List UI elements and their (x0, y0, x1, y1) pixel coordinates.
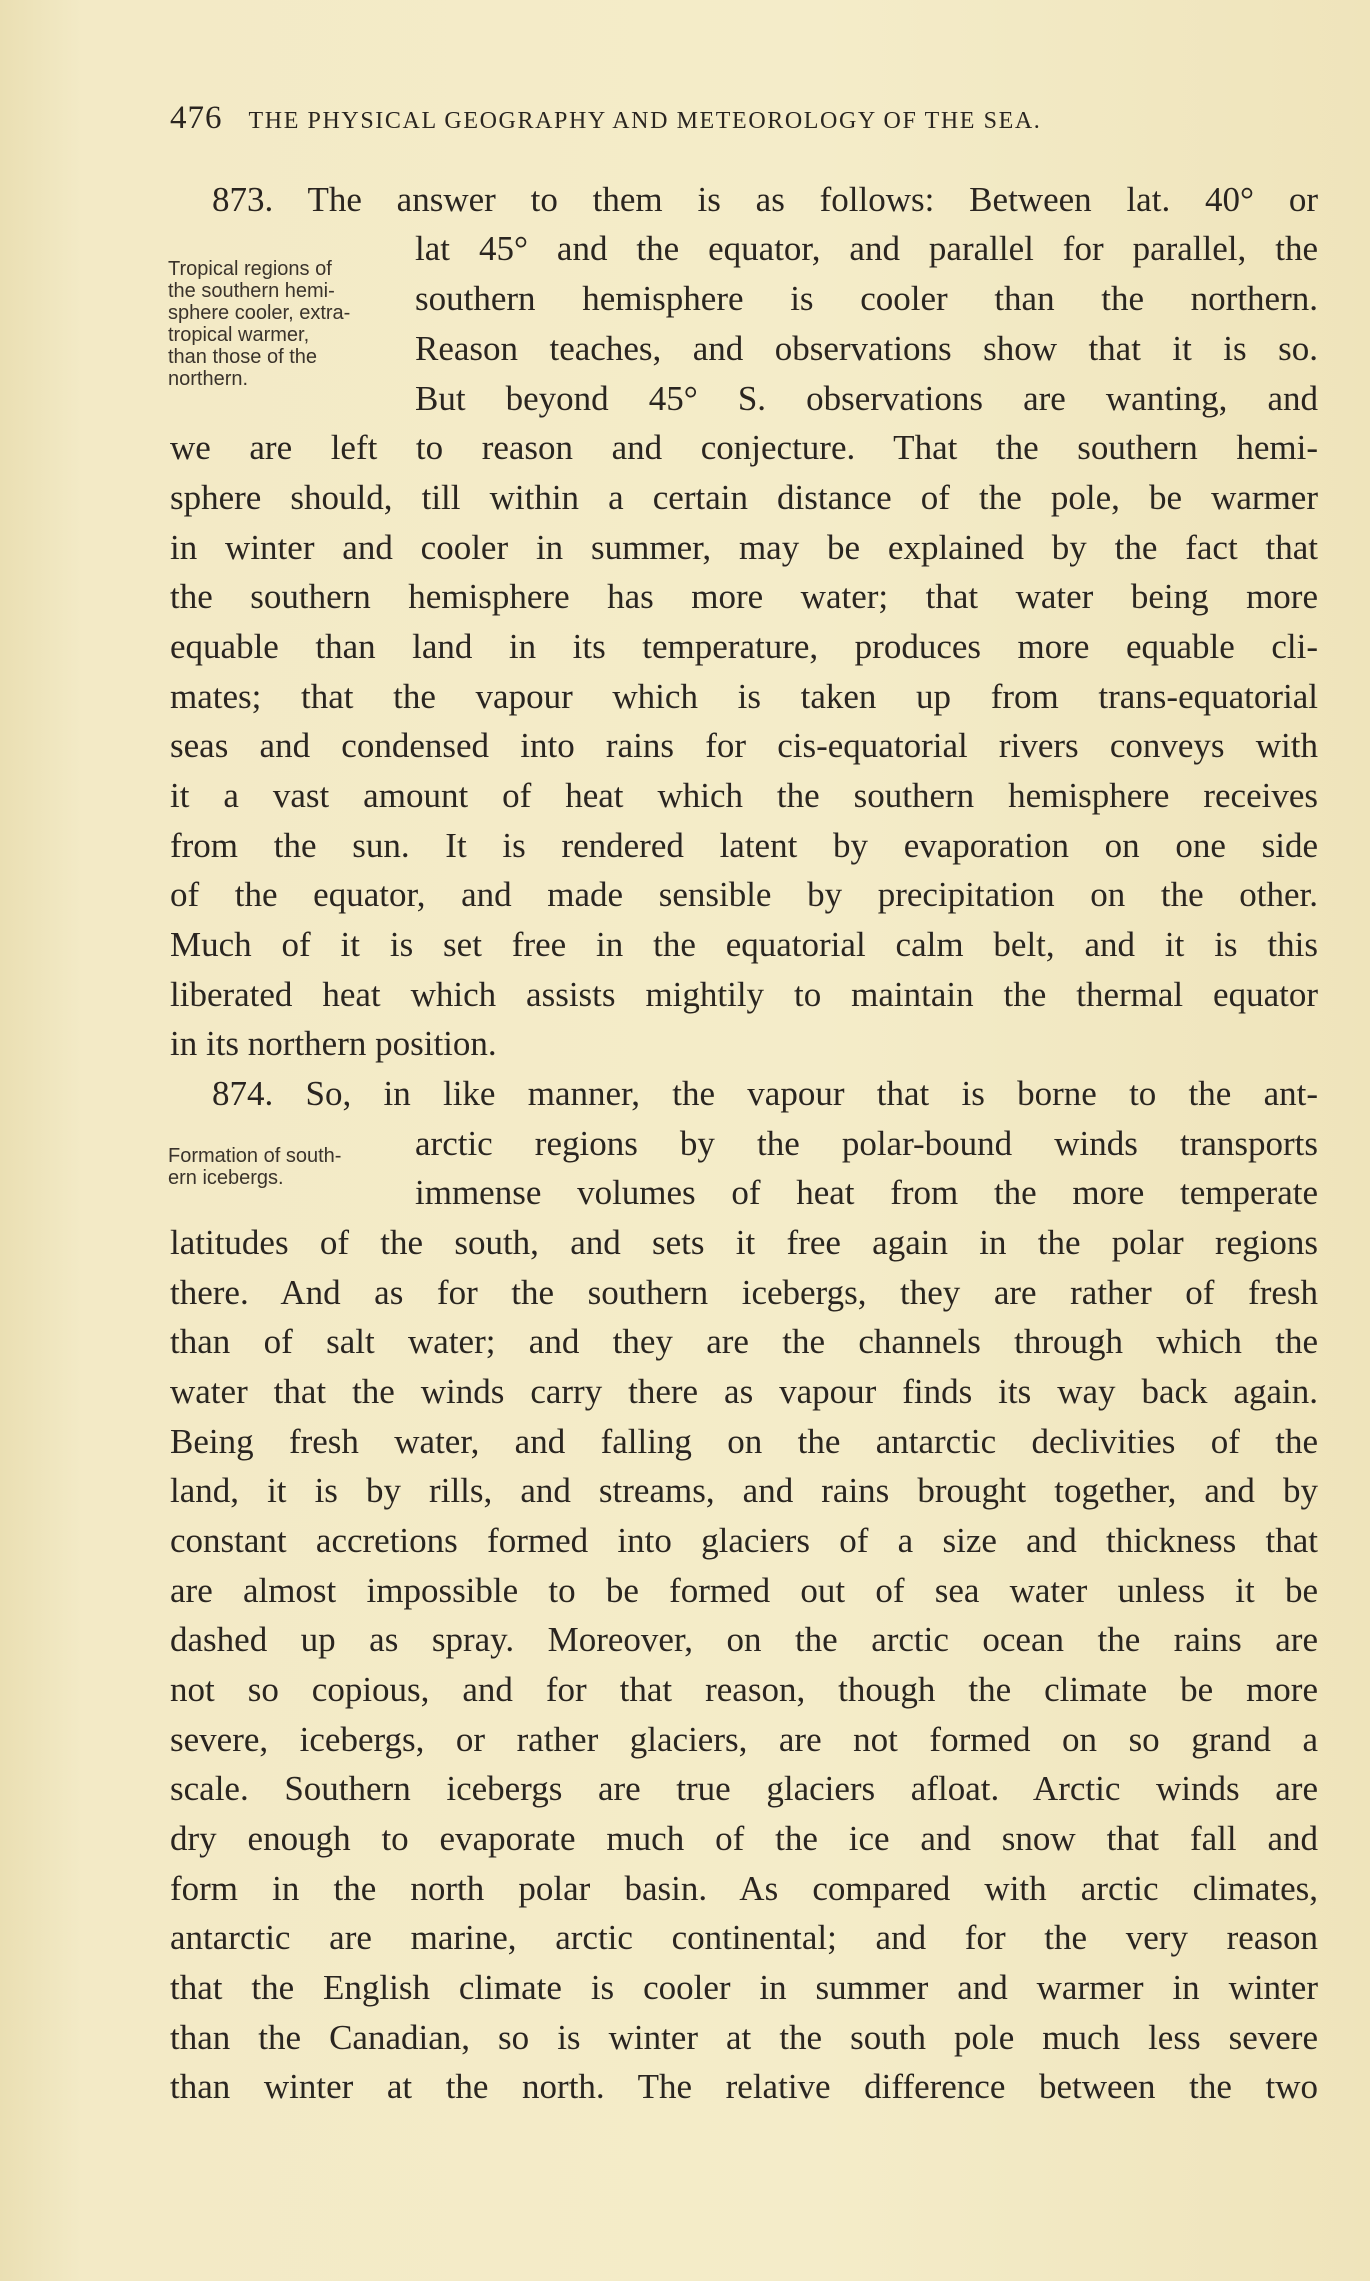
sidenote-line: ern icebergs. (168, 1167, 284, 1189)
body-line: that the English climate is cooler in summer and warmer in winter (170, 1968, 1318, 2007)
sidenote-tropical-regions (168, 258, 408, 390)
body-line: from the sun. It is rendered latent by evaporation on one side (170, 826, 1318, 865)
body-line: southern hemisphere is cooler than the northern. (415, 279, 1318, 318)
paragraph-873-line: 873. The answer to them is as follows: Between lat. 40° or (212, 180, 1318, 219)
body-line: in winter and cooler in summer, may be explained by the fact that (170, 528, 1318, 567)
body-line: than the Canadian, so is winter at the south pole much less severe (170, 2018, 1318, 2057)
body-line: equable than land in its temperature, produces more equable cli- (170, 627, 1318, 666)
body-line: the southern hemisphere has more water; that water being more (170, 577, 1318, 616)
body-line: severe, icebergs, or rather glaciers, are not formed on so grand a (170, 1720, 1318, 1759)
body-line: sphere should, till within a certain distance of the pole, be warmer (170, 478, 1318, 517)
sidenote-line: the southern hemi- (168, 280, 335, 302)
page-header (170, 100, 1320, 144)
body-line: there. And as for the southern icebergs, they are rather of fresh (170, 1273, 1318, 1312)
body-line: Being fresh water, and falling on the antarctic declivities of the (170, 1422, 1318, 1461)
body-line: than of salt water; and they are the channels through which the (170, 1322, 1318, 1361)
sidenote-line: northern. (168, 368, 249, 390)
body-line: dashed up as spray. Moreover, on the arctic ocean the rains are (170, 1620, 1318, 1659)
body-line: mates; that the vapour which is taken up from trans-equatorial (170, 677, 1318, 716)
sidenote-line: tropical warmer, (168, 324, 310, 346)
body-line: Reason teaches, and observations show that it is so. (415, 329, 1318, 368)
body-line: dry enough to evaporate much of the ice and snow that fall and (170, 1819, 1318, 1858)
body-line: seas and condensed into rains for cis-equatorial rivers conveys with (170, 726, 1318, 765)
body-line: it a vast amount of heat which the southern hemisphere receives (170, 776, 1318, 815)
body-line: immense volumes of heat from the more temperate (415, 1173, 1318, 1212)
body-line: latitudes of the south, and sets it free again in the polar regions (170, 1223, 1318, 1262)
body-line: not so copious, and for that reason, though the climate be more (170, 1670, 1318, 1709)
sidenote-line: than those of the (168, 346, 318, 368)
sidenote-line: sphere cooler, extra- (168, 302, 351, 324)
body-line: antarctic are marine, arctic continental; and for the very reason (170, 1918, 1318, 1957)
body-line: water that the winds carry there as vapour finds its way back again. (170, 1372, 1318, 1411)
body-line: land, it is by rills, and streams, and rains brought together, and by (170, 1471, 1318, 1510)
body-line: Much of it is set free in the equatorial calm belt, and it is this (170, 925, 1318, 964)
body-line: arctic regions by the polar-bound winds transports (415, 1124, 1318, 1163)
running-head: THE PHYSICAL GEOGRAPHY AND METEOROLOGY OF THE SEA. (248, 108, 1042, 134)
body-line: we are left to reason and conjecture. That the southern hemi- (170, 428, 1318, 467)
body-line: constant accretions formed into glaciers of a size and thickness that (170, 1521, 1318, 1560)
sidenote-icebergs (168, 1145, 408, 1189)
body-line: of the equator, and made sensible by precipitation on the other. (170, 875, 1318, 914)
body-line: in its northern position. (170, 1024, 497, 1063)
body-line: scale. Southern icebergs are true glaciers afloat. Arctic winds are (170, 1769, 1318, 1808)
sidenote-line: Formation of south- (168, 1145, 342, 1167)
body-line: liberated heat which assists mightily to maintain the thermal equator (170, 975, 1318, 1014)
body-line: form in the north polar basin. As compared with arctic climates, (170, 1869, 1318, 1908)
sidenote-line: Tropical regions of (168, 258, 332, 280)
paragraph-874-line: 874. So, in like manner, the vapour that is borne to the ant- (212, 1074, 1318, 1113)
page-number: 476 (170, 100, 223, 136)
body-line: lat 45° and the equator, and parallel for parallel, the (415, 229, 1318, 268)
body-line: than winter at the north. The relative difference between the two (170, 2067, 1318, 2106)
body-line: are almost impossible to be formed out of sea water unless it be (170, 1571, 1318, 1610)
body-line: But beyond 45° S. observations are wanting, and (415, 379, 1318, 418)
